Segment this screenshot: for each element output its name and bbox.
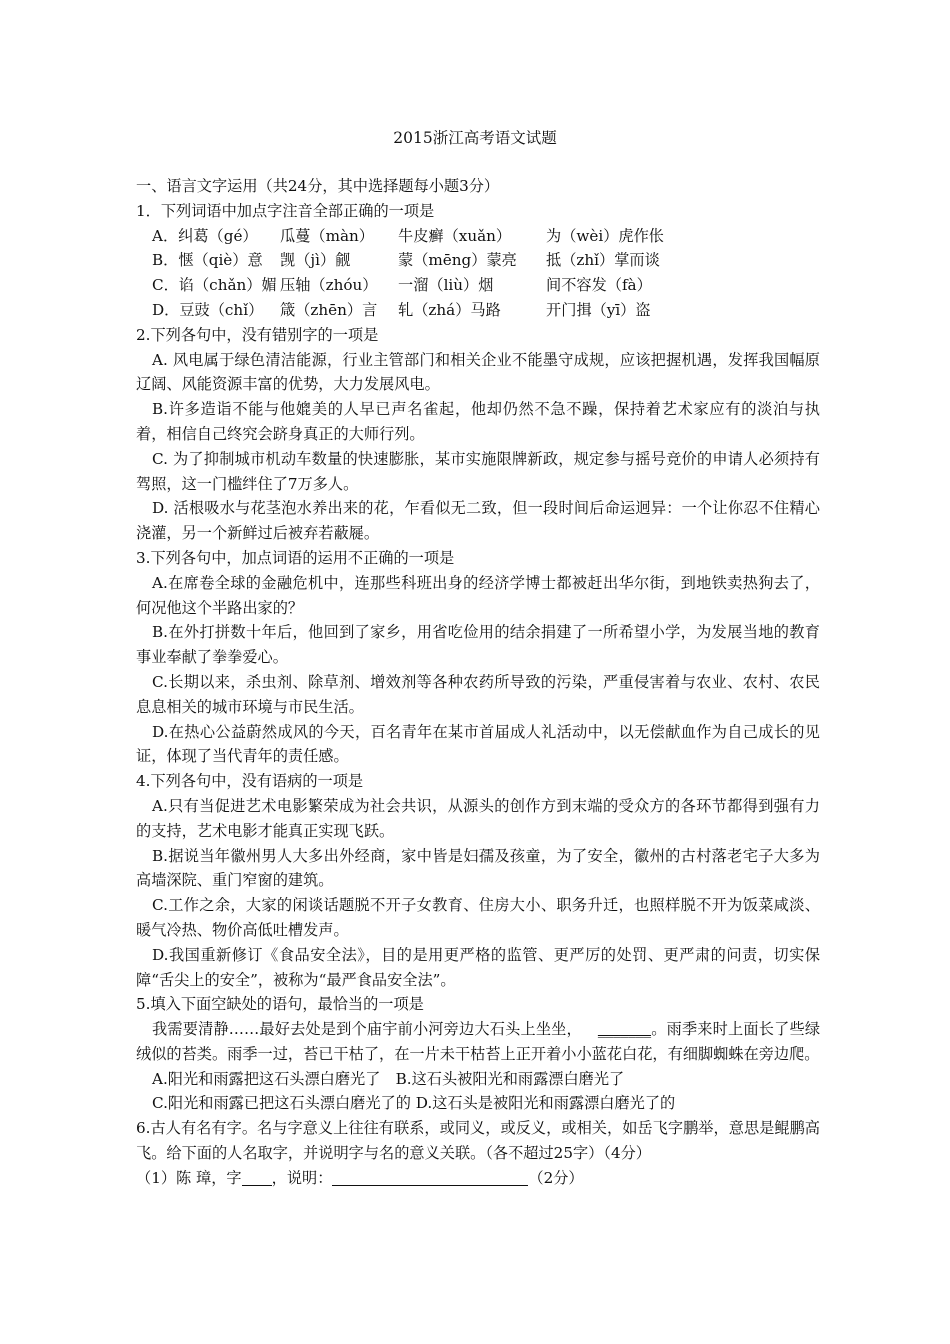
question-5-passage: 我需要清静……最好去处是到个庙宇前小河旁边大石头上坐坐， _______。雨季来时上面长了些绿绒似的苔类。雨季一过，苔已干枯了，在一片未干枯苔上正开着小小蓝花白花，有细脚蜘蛛在旁边爬。: [136, 1017, 820, 1067]
question-4-option-b: B.据说当年徽州男人大多出外经商，家中皆是妇孺及孩童，为了安全，徽州的古村落老宅子大多为高墙深院、重门窄窗的建筑。: [136, 846, 820, 890]
question-5-options-ab: [136, 1067, 820, 1092]
question-5-option-c: C.阳光和雨露已把这石头漂白磨光了的: [152, 1094, 411, 1113]
answer-blank: _______: [597, 1020, 652, 1039]
question-4-option-a: A.只有当促进艺术电影繁荣成为社会共识，从源头的创作方到末端的受众方的各环节都得到强有力的支持，艺术电影才能真正实现飞跃。: [136, 796, 820, 840]
question-5-options-cd: [136, 1091, 820, 1116]
exam-content: [136, 174, 820, 1191]
question-5-option-a: A.阳光和雨露把这石头漂白磨光了: [152, 1069, 381, 1088]
question-1-option-c: C．谄（chǎn）媚 压轴（zhóu） 一溜（liù）烟 间不容发（fà）: [152, 276, 652, 295]
question-6-stem: 6.古人有名有字。名与字意义上往往有联系，或同义，或反义，或相关，如岳飞字鹏举，意思是鲲鹏高飞。给下面的人名取字，并说明字与名的意义关联。（各不超过25字）（4分）: [136, 1119, 820, 1163]
question-3-option-d: D.在热心公益蔚然成风的今天，百名青年在某市首届成人礼活动中，以无偿献血作为自己成长的见证，体现了当代青年的责任感。: [136, 722, 820, 766]
courtesy-name-blank[interactable]: [242, 1169, 272, 1186]
question-3-option-c: C.长期以来，杀虫剂、除草剂、增效剂等各种农药所导致的污染，严重侵害着与农业、农村、农民息息相关的城市环境与市民生活。: [136, 672, 820, 716]
question-2-option-b: B.许多造诣不能与他媲美的人早已声名雀起，他却仍然不急不躁，保持着艺术家应有的淡泊与执着，相信自己终究会跻身真正的大师行列。: [136, 400, 820, 443]
question-1-option-b: B．惬（qiè）意 觊（jì）觎 蒙（mēng）蒙亮 抵（zhǐ）掌而谈: [152, 251, 660, 270]
question-1-option-a: A．纠葛（gé） 瓜蔓（màn） 牛皮癣（xuǎn） 为（wèi）虎作伥: [152, 226, 664, 245]
question-1-stem: 1．下列词语中加点字注音全部正确的一项是: [136, 201, 435, 220]
question-5-stem: 5.填入下面空缺处的语句，最恰当的一项是: [136, 995, 424, 1014]
question-2-stem: 2.下列各句中，没有错别字的一项是: [136, 325, 379, 344]
question-4-stem: 4.下列各句中，没有语病的一项是: [136, 772, 364, 791]
question-3-option-b: B.在外打拼数十年后，他回到了家乡，用省吃俭用的结余捐建了一所希望小学，为发展当地的教育事业奉献了拳拳爱心。: [136, 623, 820, 667]
question-2-option-c: C. 为了抑制城市机动车数量的快速膨胀，某市实施限牌新政，规定参与摇号竞价的申请人必须持有驾照，这一门槛绊住了7万多人。: [136, 449, 820, 493]
question-2-option-a: A. 风电属于绿色清洁能源，行业主管部门和相关企业不能墨守成规，应该把握机遇，发挥我国幅原辽阔、风能资源丰富的优势，大力发展风电。: [136, 350, 820, 394]
question-4-option-c: C.工作之余，大家的闲谈话题脱不开子女教育、住房大小、职务升迁，也照样脱不开为饭菜咸淡、暖气冷热、物价高低吐槽发声。: [136, 896, 820, 939]
question-3-stem: 3.下列各句中，加点词语的运用不正确的一项是: [136, 548, 455, 567]
question-5-option-b: B.这石头被阳光和雨露漂白磨光了: [395, 1069, 625, 1088]
page-title: 2015浙江高考语文试题: [393, 129, 557, 147]
question-2-option-d: D. 活根吸水与花茎泡水养出来的花，乍看似无二致，但一段时间后命运迥异：一个让你忍不住精心浇灌，另一个新鲜过后被弃若蔽屣。: [136, 499, 820, 543]
question-6-item-1: （1）陈 璋，字 ，说明： （2分）: [136, 1168, 584, 1187]
question-1-option-d: D．豆豉（chǐ） 箴（zhēn）言 轧（zhá）马路 开门揖（yī）盗: [152, 300, 651, 319]
question-3-option-a: A.在席卷全球的金融危机中，连那些科班出身的经济学博士都被赶出华尔街，到地铁卖热狗去了，何况他这个半路出家的？: [136, 573, 820, 617]
section-heading: 一、语言文字运用（共24分，其中选择题每小题3分）: [136, 177, 500, 195]
question-5-option-d: D.这石头是被阳光和雨露漂白磨光了的: [415, 1094, 676, 1113]
question-4-option-d: D.我国重新修订《食品安全法》，目的是用更严格的监管、更严厉的处罚、更严肃的问责，切实保障“舌尖上的安全”，被称为“最严食品安全法”。: [136, 945, 820, 989]
explanation-blank[interactable]: [332, 1169, 528, 1186]
